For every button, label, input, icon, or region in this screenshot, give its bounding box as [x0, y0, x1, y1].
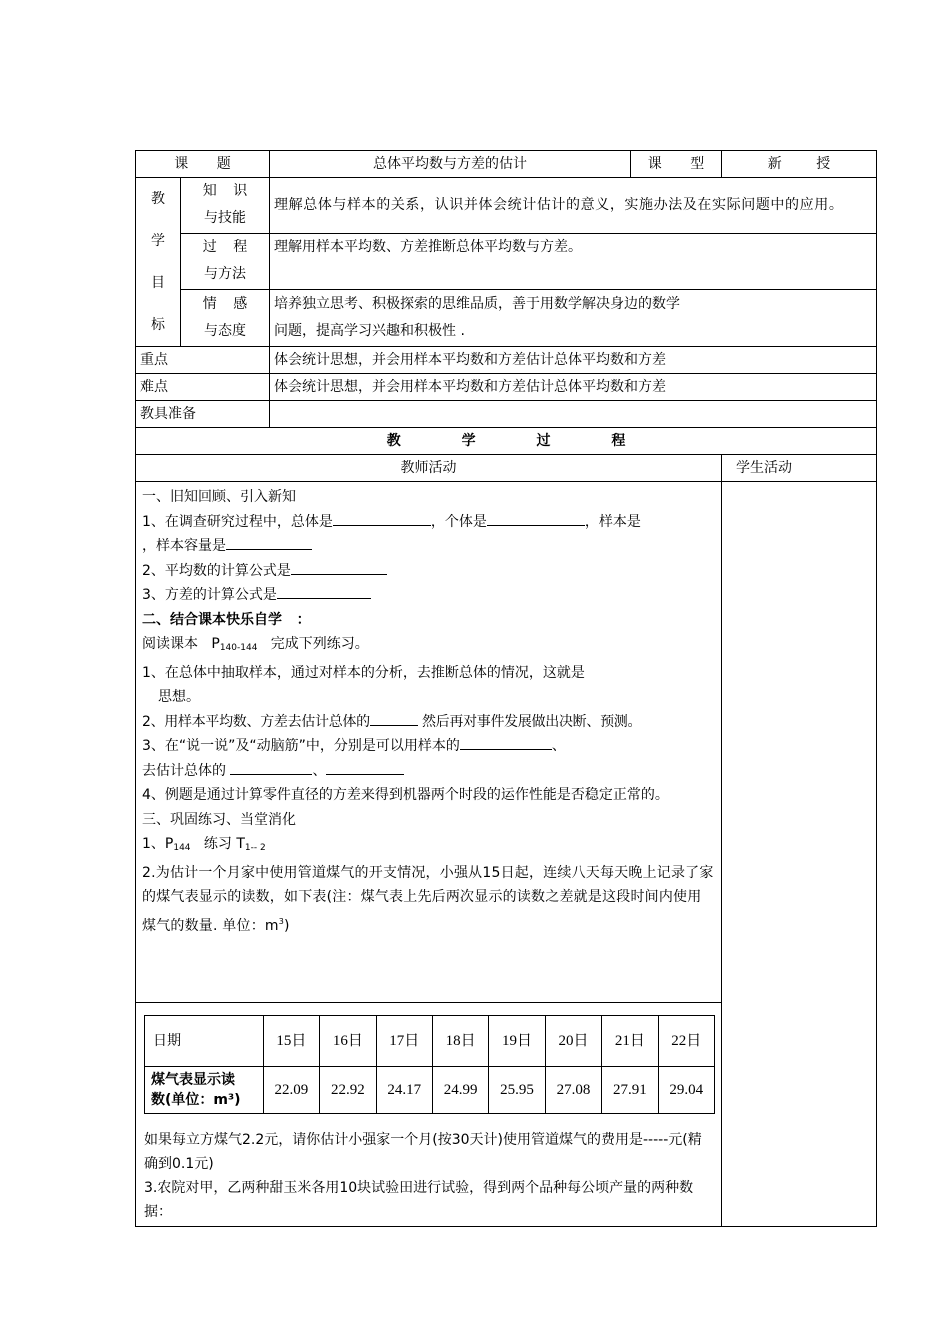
answer-blank	[326, 760, 404, 775]
gas-table-reading: 27.08	[545, 1067, 601, 1114]
gas-table-day: 18日	[432, 1016, 488, 1067]
answer-blank	[487, 511, 585, 526]
question-3-2-cost: 如果每立方煤气2.2元，请你估计小强家一个月(按30天计)使用管道煤气的费用是-----元(精确到0.1元)	[144, 1132, 702, 1172]
type-label: 课 型	[631, 151, 722, 178]
objective-knowledge-row	[136, 178, 877, 234]
objective-process-row	[136, 233, 877, 289]
objective-process-text: 理解用样本平均数、方差推断总体平均数与方差。	[270, 233, 877, 289]
header-row	[136, 151, 877, 178]
key-point-text: 体会统计思想，并会用样本平均数和方差估计总体平均数和方差	[270, 347, 877, 374]
answer-blank	[226, 535, 312, 550]
difficulty-row	[136, 374, 877, 401]
gas-table-reading: 22.09	[263, 1067, 319, 1114]
gas-table-reading: 25.95	[489, 1067, 545, 1114]
gas-meter-table	[144, 1015, 715, 1114]
gas-table-reading: 29.04	[658, 1067, 714, 1114]
process-title-row	[136, 428, 877, 455]
lesson-plan-table	[135, 150, 877, 1227]
teacher-activity-content: 一、旧知回顾、引入新知 1、在调查研究过程中，总体是 ，个体是 ，样本是 ，样本容量是 2、平均数的计算公式是 3、方差的计算公式是 二、结合课本快乐自学 ： 阅读课本 $P_{140-144}$ 完成下列练习。 1、在总体中抽取样本，通过对样本的分析，去推断总体的情况，这就是 思想。 2、用样本平均数、方差去估计总体的 然后再对事件发展做出决断、预测。 3、在“说一说”及“动脑筋”中，分别是可以用样本的 、 去估计总体的 、 4、例题是通过计算零件直径的方差来得到机器两个时段的运作性能是否稳定正常的。 三、巩固练习、当堂消化 1、$P_{144}$ 练习 $T_{1-- 2}$ 2.为估计一个月家中使用管道煤气的开支情况，小强从15日起，连续八天每天晚上记录了家的煤气表显示的读数，如下表(注：煤气表上先后两次显示的读数之差就是这段时间内使用煤气的数量. 单位：$m^3$)	[136, 482, 722, 1003]
key-point-label: 重点	[136, 347, 270, 374]
preparation-label: 教具准备	[136, 401, 270, 428]
answer-blank	[277, 584, 371, 599]
difficulty-text: 体会统计思想，并会用样本平均数和方差估计总体平均数和方差	[270, 374, 877, 401]
objective-knowledge-text: 理解总体与样本的关系，认识并体会统计估计的意义，实施办法及在实际问题中的应用。	[270, 178, 877, 234]
category-attitude: 情 感 与态度	[181, 289, 270, 346]
objective-attitude-text: 培养独立思考、积极探索的思维品质，善于用数学解决身边的数学 问题，提高学习兴趣和积极性 .	[270, 289, 877, 346]
key-point-row	[136, 347, 877, 374]
gas-table-day: 16日	[320, 1016, 376, 1067]
gas-table-date-label: 日期	[145, 1016, 264, 1067]
gas-table-reading-row	[145, 1067, 715, 1114]
preparation-row	[136, 401, 877, 428]
gas-table-day: 21日	[602, 1016, 658, 1067]
gas-table-day: 17日	[376, 1016, 432, 1067]
type-value: 新 授	[722, 151, 877, 178]
answer-blank	[333, 511, 431, 526]
answer-blank	[291, 560, 387, 575]
topic-title: 总体平均数与方差的估计	[270, 151, 631, 178]
teacher-activity-content-2	[136, 1003, 722, 1227]
answer-blank	[370, 711, 418, 726]
gas-table-reading: 24.17	[376, 1067, 432, 1114]
objectives-label: 教 学 目 标	[136, 178, 181, 347]
question-2-2: 2、用样本平均数、方差去估计总体的 然后再对事件发展做出决断、预测。	[142, 710, 715, 735]
question-1-2: 2、平均数的计算公式是	[142, 559, 715, 584]
category-knowledge: 知 识 与技能	[181, 178, 270, 234]
difficulty-label: 难点	[136, 374, 270, 401]
section-1-title: 一、旧知回顾、引入新知	[142, 489, 296, 505]
question-1-1: 1、在调查研究过程中，总体是 ，个体是 ，样本是	[142, 510, 715, 535]
activity-content-row	[136, 482, 877, 1003]
process-title: 教 学 过 程	[136, 428, 877, 455]
section-3-title: 三、巩固练习、当堂消化	[142, 811, 296, 828]
question-2-3: 3、在“说一说”及“动脑筋”中，分别是可以用样本的 、	[142, 734, 715, 759]
gas-table-day: 15日	[263, 1016, 319, 1067]
question-3-3: 3.农院对甲，乙两种甜玉米各用10块试验田进行试验，得到两个品种每公顷产量的两种数据：	[144, 1180, 694, 1220]
category-process: 过 程 与方法	[181, 233, 270, 289]
answer-blank	[460, 735, 552, 750]
gas-table-reading: 27.91	[602, 1067, 658, 1114]
student-activity-header: 学生活动	[722, 455, 877, 482]
gas-table-reading-label: 煤气表显示读 数(单位：m³)	[145, 1067, 264, 1114]
gas-table-day: 20日	[545, 1016, 601, 1067]
gas-table-reading: 24.99	[432, 1067, 488, 1114]
teacher-activity-header: 教师活动	[136, 455, 722, 482]
objective-attitude-row	[136, 289, 877, 346]
topic-label: 课 题	[136, 151, 270, 178]
answer-blank	[230, 760, 312, 775]
gas-table-day: 22日	[658, 1016, 714, 1067]
question-2-1: 1、在总体中抽取样本，通过对样本的分析，去推断总体的情况，这就是	[142, 664, 585, 681]
gas-table-day: 19日	[489, 1016, 545, 1067]
question-3-1: 1、$P_{144}$ 练习 $T_{1-- 2}$	[142, 836, 266, 853]
gas-table-reading: 22.92	[320, 1067, 376, 1114]
question-1-3: 3、方差的计算公式是	[142, 583, 715, 608]
gas-table-date-row	[145, 1016, 715, 1067]
section-2-title: 二、结合课本快乐自学 ：	[142, 611, 311, 628]
question-2-4: 4、例题是通过计算零件直径的方差来得到机器两个时段的运作性能是否稳定正常的。	[142, 787, 669, 803]
lesson-plan	[135, 150, 876, 1227]
question-3-2: 2.为估计一个月家中使用管道煤气的开支情况，小强从15日起，连续八天每天晚上记录了家的煤气表显示的读数，如下表(注：煤气表上先后两次显示的读数之差就是这段时间内使用煤气的数量. 单位：$m^3$)	[142, 864, 714, 934]
student-activity-content	[722, 482, 877, 1227]
preparation-text	[270, 401, 877, 428]
activity-header-row	[136, 455, 877, 482]
reading-instruction: 阅读课本 $P_{140-144}$ 完成下列练习。	[142, 636, 369, 653]
